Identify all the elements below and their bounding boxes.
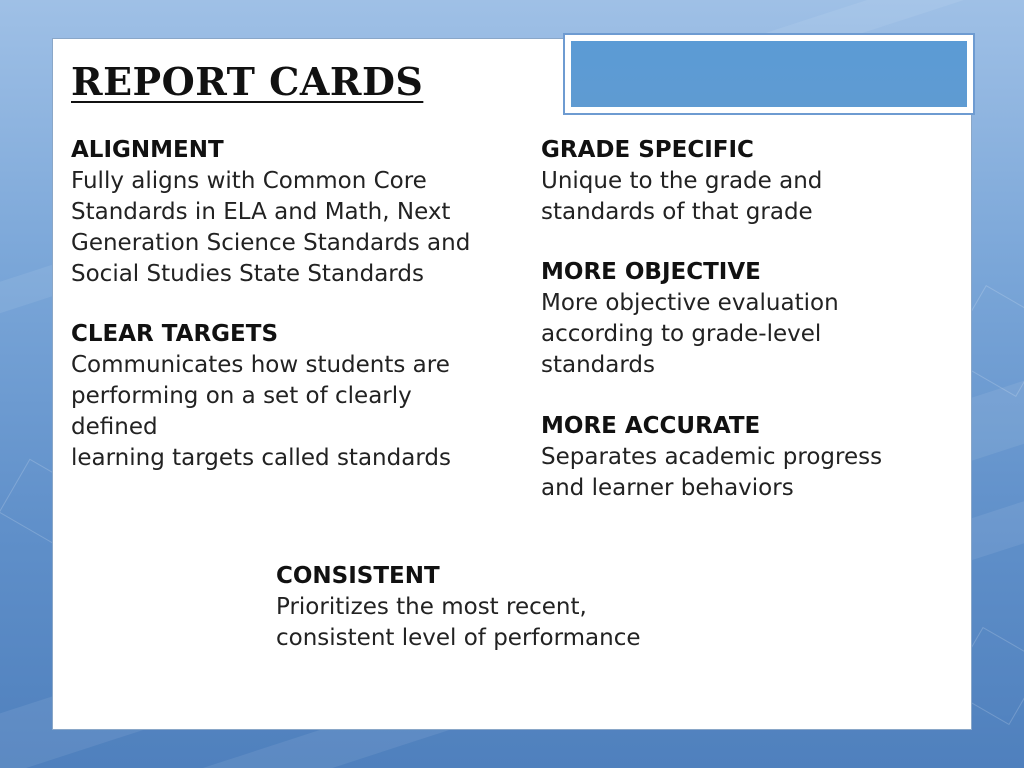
section-alignment	[71, 135, 470, 290]
section-consistent	[276, 561, 641, 654]
body-line: and learner behaviors	[541, 475, 794, 501]
body-line: Separates academic progress	[541, 444, 883, 470]
body-line: defined	[71, 414, 158, 440]
section-body	[541, 442, 882, 504]
section-heading: GRADE SPECIFIC	[541, 137, 754, 163]
section-heading: CLEAR TARGETS	[71, 321, 279, 347]
section-more-objective	[541, 257, 839, 381]
section-clear-targets	[71, 319, 451, 474]
section-body	[541, 166, 822, 228]
body-line: Generation Science Standards and	[71, 230, 471, 256]
section-heading: ALIGNMENT	[71, 137, 224, 163]
section-more-accurate	[541, 411, 882, 504]
section-body	[541, 288, 839, 381]
body-line: learning targets called standards	[71, 445, 451, 471]
body-line: according to grade-level	[541, 321, 822, 347]
body-line: Social Studies State Standards	[71, 261, 424, 287]
body-line: Communicates how students are	[71, 352, 450, 378]
body-line: consistent level of performance	[276, 625, 641, 651]
section-heading: MORE OBJECTIVE	[541, 259, 761, 285]
body-line: Prioritizes the most recent,	[276, 594, 587, 620]
section-body	[71, 350, 451, 474]
slide-panel	[52, 38, 972, 730]
header-accent-box	[563, 33, 975, 115]
body-line: Unique to the grade and	[541, 168, 823, 194]
body-line: Standards in ELA and Math, Next	[71, 199, 451, 225]
section-body	[71, 166, 470, 290]
body-line: standards	[541, 352, 656, 378]
section-heading: CONSISTENT	[276, 563, 440, 589]
body-line: standards of that grade	[541, 199, 813, 225]
body-line: performing on a set of clearly	[71, 383, 412, 409]
header-accent-fill	[571, 41, 967, 107]
page-title: REPORT CARDS	[71, 59, 424, 104]
body-line: More objective evaluation	[541, 290, 839, 316]
section-grade-specific	[541, 135, 822, 228]
section-body	[276, 592, 641, 654]
body-line: Fully aligns with Common Core	[71, 168, 427, 194]
section-heading: MORE ACCURATE	[541, 413, 761, 439]
